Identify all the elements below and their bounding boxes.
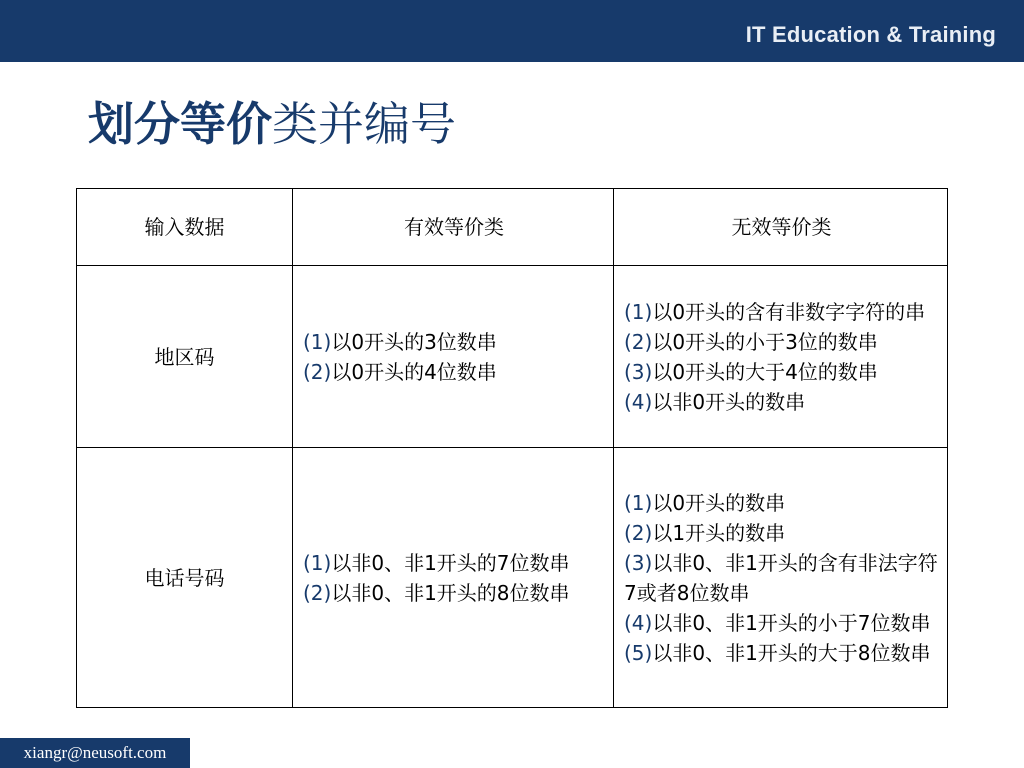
item-number: (5) xyxy=(624,640,653,665)
item-text: 以1开头的数串 xyxy=(652,520,786,545)
table-row xyxy=(77,448,948,708)
valid-cell xyxy=(293,266,614,448)
list-item xyxy=(624,518,939,548)
header-input-data: 输入数据 xyxy=(77,189,293,266)
slide-title-normal: 类并编号 xyxy=(272,97,456,151)
item-text: 以0开头的大于4位的数串 xyxy=(652,359,878,384)
equivalence-class-table xyxy=(76,188,948,708)
list-item xyxy=(624,638,939,668)
item-text: 以0开头的含有非数字字符的串 xyxy=(652,299,926,324)
item-number: (4) xyxy=(624,389,653,414)
list-item xyxy=(624,387,939,417)
item-number: (1) xyxy=(303,329,332,354)
list-item xyxy=(303,548,605,578)
list-item xyxy=(624,297,939,327)
list-item xyxy=(303,578,605,608)
input-cell: 地区码 xyxy=(77,266,293,448)
item-number: (3) xyxy=(624,359,653,384)
item-text: 以非0、非1开头的小于7位数串 xyxy=(652,610,931,635)
item-text: 以非0、非1开头的8位数串 xyxy=(331,580,570,605)
invalid-cell xyxy=(614,448,948,708)
item-number: (2) xyxy=(303,359,332,384)
valid-cell xyxy=(293,448,614,708)
header-invalid-classes: 无效等价类 xyxy=(614,189,948,266)
item-text: 以非0、非1开头的大于8位数串 xyxy=(652,640,931,665)
item-text: 以0开头的数串 xyxy=(652,490,786,515)
table-header-row xyxy=(77,189,948,266)
list-item xyxy=(624,548,939,608)
item-number: (3) xyxy=(624,550,653,575)
brand-text: IT Education & Training xyxy=(745,22,996,47)
item-text: 以非0、非1开头的含有非法字符7或者8位数串 xyxy=(624,550,938,605)
item-number: (1) xyxy=(624,490,653,515)
list-item xyxy=(303,327,605,357)
input-cell: 电话号码 xyxy=(77,448,293,708)
list-item xyxy=(624,357,939,387)
list-item xyxy=(624,327,939,357)
footer-email: xiangr@neusoft.com xyxy=(23,743,167,762)
item-text: 以0开头的4位数串 xyxy=(331,359,497,384)
slide-title xyxy=(88,88,456,154)
item-number: (2) xyxy=(624,520,653,545)
list-item xyxy=(303,357,605,387)
header-bar xyxy=(0,0,1024,62)
slide-title-bold: 划分等价 xyxy=(88,97,272,151)
item-number: (4) xyxy=(624,610,653,635)
item-number: (2) xyxy=(303,580,332,605)
header-valid-classes: 有效等价类 xyxy=(293,189,614,266)
list-item xyxy=(624,488,939,518)
invalid-cell xyxy=(614,266,948,448)
item-number: (1) xyxy=(624,299,653,324)
item-text: 以非0开头的数串 xyxy=(652,389,806,414)
table-row xyxy=(77,266,948,448)
item-number: (2) xyxy=(624,329,653,354)
item-text: 以0开头的小于3位的数串 xyxy=(652,329,878,354)
list-item xyxy=(624,608,939,638)
item-number: (1) xyxy=(303,550,332,575)
footer-email-badge xyxy=(0,738,190,768)
item-text: 以非0、非1开头的7位数串 xyxy=(331,550,570,575)
item-text: 以0开头的3位数串 xyxy=(331,329,497,354)
